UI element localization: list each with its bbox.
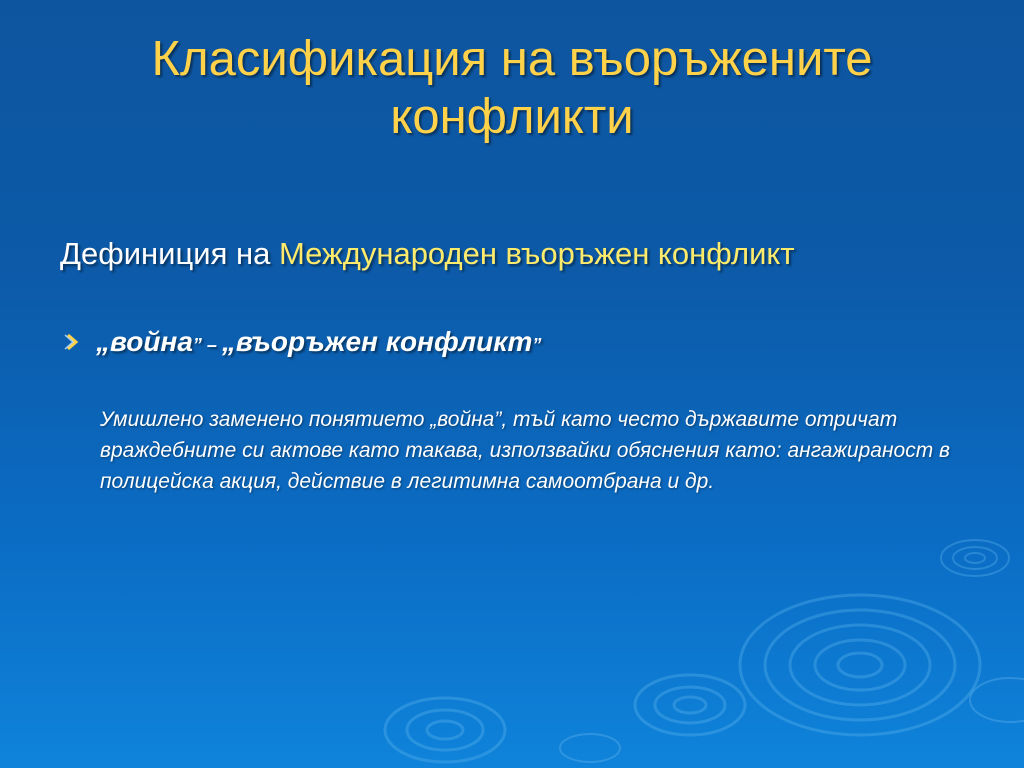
close-quote-1: ” (192, 335, 202, 355)
body-paragraph: Умишлено заменено понятието „война”, тъй като често държавите отричат враждебните си актове като такава, използвайки обяснения като: ангажираност в полицейска акция, действие в легитимна самоотбрана и др. (100, 408, 950, 493)
open-quote-2: „ (221, 326, 236, 357)
open-quote-1: „ (96, 326, 110, 357)
bullet-dash: – (201, 335, 222, 355)
bullet-text (96, 323, 541, 364)
bullet-term-armed-conflict: въоръжен конфликт (235, 326, 533, 357)
close-quote-2: ” (532, 335, 542, 355)
subtitle-prefix: Дефиниция на (60, 236, 279, 271)
slide-subtitle (60, 234, 980, 274)
subtitle-highlight: Международен въоръжен конфликт (278, 236, 795, 271)
slide-title: Класификация на въоръжените конфликти (151, 32, 873, 144)
bullet-term-war: война (110, 326, 193, 357)
bullet-item (62, 323, 962, 363)
arrow-bullet-icon (62, 331, 84, 353)
